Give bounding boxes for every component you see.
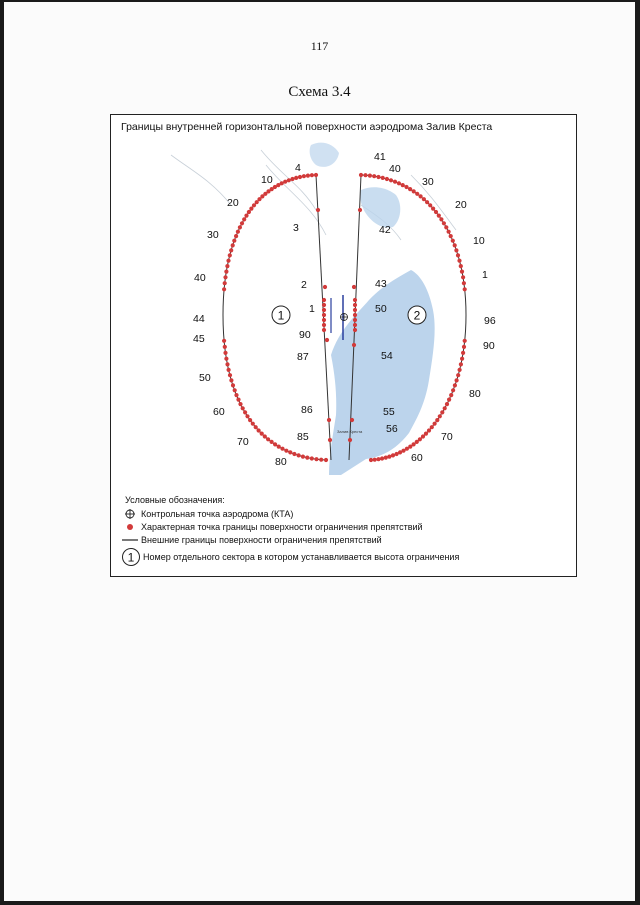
boundary-point [325, 338, 329, 342]
boundary-point [301, 455, 305, 459]
small-map-text: Залив Креста [337, 429, 363, 434]
sector-1-number: 1 [277, 308, 285, 323]
label-right-56: 56 [386, 423, 398, 435]
boundary-point [389, 178, 393, 182]
boundary-point [449, 234, 453, 238]
boundary-point [460, 357, 464, 361]
legend-title: Условные обозначения: [125, 495, 225, 505]
boundary-point [463, 287, 467, 291]
boundary-point [372, 174, 376, 178]
boundary-point [227, 368, 231, 372]
label-left-10: 10 [261, 174, 273, 186]
boundary-point [395, 452, 399, 456]
boundary-point [251, 422, 255, 426]
boundary-point [252, 203, 256, 207]
label-left-70: 70 [237, 436, 249, 448]
label-left-1: 1 [309, 303, 315, 315]
boundary-point [245, 414, 249, 418]
legend-label-kta: Контрольная точка аэродрома (КТА) [141, 508, 294, 519]
legend-label-point: Характерная точка границы поверхности ограничения препятствий [141, 521, 423, 532]
boundary-point [415, 192, 419, 196]
label-left-30: 30 [207, 229, 219, 241]
boundary-point [322, 318, 326, 322]
boundary-point [314, 173, 318, 177]
label-right-80: 80 [469, 388, 481, 400]
boundary-point [305, 456, 309, 460]
map-frame [110, 114, 577, 577]
boundary-point [257, 428, 261, 432]
boundary-point [241, 406, 245, 410]
boundary-point [231, 243, 235, 247]
boundary-point [453, 383, 457, 387]
sector-2-number: 2 [413, 308, 421, 323]
boundary-point [358, 208, 362, 212]
label-left-4: 4 [295, 162, 301, 174]
legend-item-kta [121, 507, 561, 520]
legend-sector-symbol: 1 [127, 550, 135, 565]
label-left-44: 44 [193, 313, 205, 325]
boundary-point [294, 176, 298, 180]
boundary-point [353, 328, 357, 332]
boundary-point [247, 210, 251, 214]
boundary-point [393, 180, 397, 184]
airport-reference-point [340, 313, 348, 321]
boundary-point [461, 351, 465, 355]
legend-item-line [121, 533, 561, 546]
boundary-point [225, 264, 229, 268]
boundary-point [238, 225, 242, 229]
label-left-40: 40 [194, 272, 206, 284]
boundary-point [419, 194, 423, 198]
boundary-point [322, 313, 326, 317]
boundary-point [447, 398, 451, 402]
scheme-title: Схема 3.4 [288, 84, 351, 100]
boundary-point [359, 173, 363, 177]
terrain-lines [171, 150, 456, 240]
boundary-point [381, 176, 385, 180]
boundary-point [323, 285, 327, 289]
boundary-point [249, 207, 253, 211]
boundary-point [260, 432, 264, 436]
boundary-point [232, 239, 236, 243]
boundary-point [380, 456, 384, 460]
boundary-point [310, 456, 314, 460]
boundary-point [302, 174, 306, 178]
boundary-point [376, 175, 380, 179]
bay-water-north [360, 187, 400, 227]
boundary-point [288, 450, 292, 454]
boundary-point [462, 281, 466, 285]
boundary-point [430, 425, 434, 429]
boundary-point [298, 175, 302, 179]
boundary-point [231, 383, 235, 387]
boundary-point [438, 414, 442, 418]
label-right-96: 96 [484, 315, 496, 327]
label-left-86: 86 [301, 404, 313, 416]
legend-item-point [121, 520, 561, 533]
boundary-point [401, 183, 405, 187]
boundary-point [404, 185, 408, 189]
boundary-point [280, 447, 284, 451]
boundary-point [314, 457, 318, 461]
boundary-point [290, 177, 294, 181]
boundary-point [242, 217, 246, 221]
boundary-point [322, 303, 326, 307]
boundary-point [229, 248, 233, 252]
boundary-point [352, 343, 356, 347]
boundary-point [421, 434, 425, 438]
boundary-point [273, 442, 277, 446]
boundary-point [234, 393, 238, 397]
boundary-point [322, 298, 326, 302]
boundary-point [439, 217, 443, 221]
boundary-point [431, 207, 435, 211]
document-page [4, 2, 635, 901]
boundary-point [328, 438, 332, 442]
label-right-40: 40 [389, 163, 401, 175]
boundary-point [458, 368, 462, 372]
label-left-80: 80 [275, 456, 287, 468]
label-left-87: 87 [297, 351, 309, 363]
label-right-50: 50 [375, 303, 387, 315]
legend-item-sector [121, 546, 561, 568]
boundary-point [363, 173, 367, 177]
boundary-point [454, 248, 458, 252]
boundary-point [263, 434, 267, 438]
boundary-point [348, 438, 352, 442]
label-right-20: 20 [455, 199, 467, 211]
boundary-point [387, 455, 391, 459]
boundary-point [451, 239, 455, 243]
boundary-point [316, 208, 320, 212]
boundary-point [425, 200, 429, 204]
boundary-point [233, 388, 237, 392]
boundary-point [222, 287, 226, 291]
red-dot-icon [121, 520, 139, 533]
label-left-60: 60 [213, 406, 225, 418]
boundary-point [350, 418, 354, 422]
boundary-point [284, 449, 288, 453]
boundary-point [244, 214, 248, 218]
boundary-point [322, 323, 326, 327]
boundary-point [322, 308, 326, 312]
boundary-point [428, 203, 432, 207]
boundary-point [376, 457, 380, 461]
boundary-point [427, 428, 431, 432]
boundary-point [384, 456, 388, 460]
boundary-point [463, 339, 467, 343]
boundary-point [455, 378, 459, 382]
boundary-point [327, 418, 331, 422]
boundary-point [456, 373, 460, 377]
boundary-point [352, 285, 356, 289]
label-right-90: 90 [483, 340, 495, 352]
aerodrome-map [111, 115, 576, 495]
label-right-43: 43 [375, 278, 387, 290]
boundary-point [397, 181, 401, 185]
sector-2-marker [408, 306, 426, 324]
boundary-point [437, 214, 441, 218]
boundary-point [353, 313, 357, 317]
boundary-point [435, 418, 439, 422]
boundary-point [461, 275, 465, 279]
label-right-55: 55 [383, 406, 395, 418]
boundary-point [391, 453, 395, 457]
boundary-point [222, 339, 226, 343]
boundary-point [236, 230, 240, 234]
boundary-point [462, 345, 466, 349]
boundary-point [270, 440, 274, 444]
label-right-41: 41 [374, 151, 386, 163]
sector-number-icon [121, 546, 141, 568]
boundary-point [447, 230, 451, 234]
boundary-point [224, 357, 228, 361]
boundary-point [459, 264, 463, 268]
boundary-point [226, 259, 230, 263]
boundary-point [440, 410, 444, 414]
boundary-point [385, 177, 389, 181]
boundary-point [453, 243, 457, 247]
boundary-point [229, 378, 233, 382]
boundary-point [443, 406, 447, 410]
boundary-point [228, 253, 232, 257]
boundary-point [353, 318, 357, 322]
boundary-point [451, 388, 455, 392]
boundary-point [433, 422, 437, 426]
boundary-point [353, 298, 357, 302]
boundary-point [457, 259, 461, 263]
boundary-point [434, 210, 438, 214]
legend-label-line: Внешние границы поверхности ограничения препятствий [141, 534, 382, 545]
boundary-point [243, 410, 247, 414]
crosshair-circle-icon [121, 507, 139, 520]
boundary-point [223, 281, 227, 285]
legend-label-sector: Номер отдельного сектора в котором устанавливается высота ограничения [143, 552, 460, 562]
bay-water [329, 270, 435, 475]
boundary-point [456, 253, 460, 257]
boundary-point [292, 452, 296, 456]
boundary-point [310, 173, 314, 177]
boundary-point [369, 458, 373, 462]
boundary-point [297, 453, 301, 457]
boundary-point [322, 328, 326, 332]
page-number: 117 [310, 39, 329, 53]
label-left-2: 2 [301, 279, 307, 291]
boundary-point [224, 270, 228, 274]
boundary-point [306, 174, 310, 178]
label-right-70: 70 [441, 431, 453, 443]
boundary-point [248, 418, 252, 422]
boundary-point [225, 362, 229, 366]
boundary-point [324, 458, 328, 462]
label-right-60: 60 [411, 452, 423, 464]
bay-water-top [310, 143, 339, 167]
label-left-45: 45 [193, 333, 205, 345]
boundary-point [277, 445, 281, 449]
label-right-1: 1 [482, 269, 488, 281]
boundary-point [445, 402, 449, 406]
label-right-10: 10 [473, 235, 485, 247]
label-left-90: 90 [299, 329, 311, 341]
label-right-30: 30 [422, 176, 434, 188]
boundary-point [240, 221, 244, 225]
boundary-point [353, 323, 357, 327]
label-left-3: 3 [293, 222, 299, 234]
line-icon [121, 533, 139, 546]
boundary-point [412, 189, 416, 193]
boundary-point [238, 402, 242, 406]
sector-1-marker [272, 306, 290, 324]
boundary-point [459, 362, 463, 366]
boundary-point [287, 178, 291, 182]
boundary-point [422, 197, 426, 201]
label-left-50: 50 [199, 372, 211, 384]
boundary-point [353, 303, 357, 307]
boundary-point [223, 345, 227, 349]
boundary-point [236, 398, 240, 402]
boundary-point [234, 234, 238, 238]
boundary-point [228, 373, 232, 377]
boundary-point [353, 308, 357, 312]
boundary-point [368, 174, 372, 178]
boundary-point [449, 393, 453, 397]
boundary-point [223, 351, 227, 355]
boundary-point [266, 437, 270, 441]
boundary-point [442, 221, 446, 225]
boundary-point [254, 425, 258, 429]
boundary-point [319, 458, 323, 462]
boundary-point [408, 187, 412, 191]
boundary-point [373, 458, 377, 462]
boundary-point [444, 225, 448, 229]
legend [121, 495, 561, 568]
label-right-42: 42 [379, 224, 391, 236]
label-left-85: 85 [297, 431, 309, 443]
boundary-point [460, 270, 464, 274]
label-left-20: 20 [227, 197, 239, 209]
boundary-point [223, 275, 227, 279]
map-title: Границы внутренней горизонтальной поверхности аэродрома Залив Креста [121, 121, 493, 133]
label-right-54: 54 [381, 350, 393, 362]
